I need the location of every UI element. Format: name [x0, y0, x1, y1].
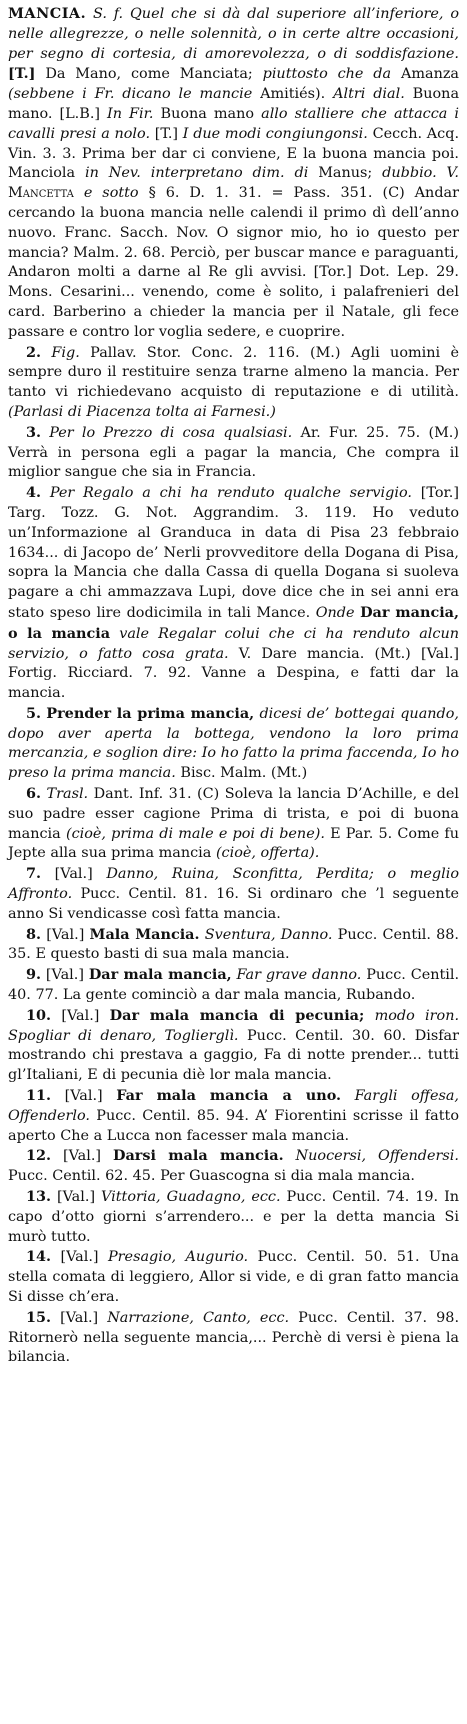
ref-mark: [T.]	[8, 65, 36, 83]
sense-label: Trasl.	[46, 786, 89, 803]
citation-text: Pucc. Centil. 50. 51. Una stella comata di leggiero, Allor si vide, e di gran fatto mancia Si disse ch’era.	[8, 1249, 460, 1305]
sense-label: Per lo Prezzo di cosa qualsiasi.	[49, 424, 293, 441]
sense-italic: Sventura, Danno.	[204, 926, 333, 943]
sense-number: 14.	[26, 1248, 52, 1266]
sense-10	[8, 1006, 459, 1086]
sense-2	[8, 343, 459, 423]
sense-5	[8, 704, 459, 784]
citation-text: Cecch. Acq. Vin. 3. 3. Prima ber dar ci conviene, E la buona mancia poi. Manciola	[8, 125, 460, 182]
sense-italic: modo iron. Spogliar di denaro, Toglierglì.	[8, 1007, 460, 1044]
entry-main	[8, 4, 459, 343]
citation-text: Dant. Inf. 31. (C) Soleva la lancia D’Achille, e del suo padre esser cagione Prima di trista, e poi di buona mancia	[8, 786, 459, 842]
etym-text: [T.]	[154, 125, 179, 142]
ref-mark: [Val.]	[57, 1189, 96, 1206]
sense-italic: Narrazione, Canto, ecc.	[107, 1309, 290, 1326]
sense-number: 13.	[26, 1188, 52, 1206]
citation-text: E Par. 5. Come fu Jepte alla sua prima mancia	[8, 825, 460, 862]
headword: MANCIA.	[8, 5, 87, 22]
ref-mark: [Val.]	[64, 1088, 103, 1105]
phrase: Prender la prima mancia,	[46, 704, 255, 722]
sense-13	[8, 1187, 459, 1247]
sense-14	[8, 1247, 459, 1307]
etym-text: Buona mano. [L.B.]	[8, 86, 460, 122]
citation-text: Pucc. Centil. 74. 19. In capo d’otto giorni s’arrendero... e per la detta mancia Si murò tutto.	[8, 1189, 460, 1245]
phrase: Far mala mancia a uno.	[116, 1087, 342, 1105]
sense-number: 2.	[26, 343, 42, 361]
sense-italic: Nuocersi, Offendersi.	[295, 1148, 459, 1165]
citation-text: Pucc. Centil. 85. 94. A’ Fiorentini scrisse il fatto aperto Che a Lucca non facesser mala mancia.	[8, 1107, 459, 1144]
etym-text: Amanza	[400, 66, 460, 83]
phrase: Darsi mala mancia.	[112, 1147, 284, 1165]
sense-note: (Parlasi di Piacenza tolta ai Farnesi.)	[8, 403, 276, 420]
etym-text: Amitiés).	[260, 86, 326, 103]
sense-note: (cioè, offerta).	[215, 845, 320, 862]
phrase: Mala Mancia.	[89, 925, 200, 943]
sense-italic: vale Regalar colui che ci ha renduto alcun servizio, o fatto cosa grata.	[8, 625, 459, 662]
citation-text: Pucc. Centil. 40. 77. La gente cominciò a dar mala mancia, Rubando.	[8, 967, 460, 1004]
citation-text: Ar. Fur. 25. 75. (M.) Verrà in persona egli a pagar la mancia, Che compra il miglior sangue che sia in Francia.	[8, 424, 459, 481]
main-definition: Quel che si dà dal superiore all’inferiore, o nelle allegrezze, o nelle solennità, o in certe altre occasioni, per segno di cortesia, di amorevolezza, o di soddisfazione.	[8, 6, 459, 62]
part-of-speech: S. f.	[92, 6, 124, 22]
sense-7	[8, 864, 459, 924]
sense-11	[8, 1086, 459, 1146]
citation-text: [Tor.] Targ. Tozz. G. Not. Aggrandim. 3. 119. Ho veduto un’Informazione al Granduca in data di Pisa 23 febbraio 1634... di Jacopo de’ Nerli provveditore della Dogana di Pisa, sopra la Mancia che dalla Cassa di quella Dogana si suoleva pagare a chi ammazzava Lupi, dove dice che in sei anni era stato speso lire dodicimila in tali Mance.	[8, 485, 459, 621]
sense-number: 15.	[26, 1308, 52, 1326]
sense-note: (cioè, prima di male e poi di bene).	[65, 825, 325, 842]
ref-mark: [Val.]	[60, 1309, 99, 1326]
ref-mark: [Val.]	[45, 967, 84, 984]
phrase: Dar mala mancia di pecunia;	[109, 1006, 365, 1024]
etym-italic: (sebbene i Fr. dicano le mancie	[8, 86, 253, 103]
etym-italic: in Nev. interpretano dim. di	[84, 165, 309, 182]
sense-italic: Onde	[315, 604, 355, 621]
sense-15	[8, 1308, 459, 1368]
etym-italic: allo stalliere che attacca i cavalli presi a nolo.	[8, 105, 459, 142]
sense-12	[8, 1146, 459, 1187]
etym-italic: In Fir.	[107, 105, 154, 122]
sense-number: 6.	[26, 785, 42, 803]
etym-italic: Altri dial.	[333, 86, 405, 103]
sense-number: 3.	[26, 423, 42, 441]
citation-text: Pucc. Centil. 62. 45. Per Guascogna si dia mala mancia.	[8, 1168, 415, 1185]
sense-number: 11.	[26, 1087, 52, 1105]
sense-italic: Danno, Ruina, Sconfitta, Perdita; o meglio Affronto.	[8, 866, 459, 903]
sense-label: Per Regalo a chi ha renduto qualche servigio.	[49, 485, 412, 502]
sense-italic: Far grave danno.	[236, 967, 362, 984]
sense-6	[8, 784, 459, 864]
citation-text: Pucc. Centil. 30. 60. Disfar mostrando chi prestava a gaggio, Fa di notte prender... tutti gl’Italiani, E di pecunia diè lor mala mancia.	[8, 1027, 459, 1084]
sense-italic: Presagio, Augurio.	[107, 1249, 249, 1266]
ref-mark: [Val.]	[61, 1007, 100, 1024]
sense-8	[8, 925, 459, 966]
citation-text: Bisc. Malm. (Mt.)	[180, 765, 308, 782]
phrase: Dar mala mancia,	[88, 966, 232, 984]
etym-text: Buona mano	[160, 105, 255, 122]
sense-3	[8, 423, 459, 483]
citation-text: Pucc. Centil. 37. 98. Ritornerò nella seguente mancia,... Perchè di versi è piena la bilancia.	[8, 1309, 460, 1366]
sense-number: 8.	[26, 925, 42, 943]
sense-italic: Vittoria, Guadagno, ecc.	[101, 1189, 281, 1206]
sense-number: 9.	[26, 966, 42, 984]
citation-text: Pucc. Centil. 81. 16. Si ordinaro che ’l seguente anno Si vendicasse così fatta mancia.	[8, 886, 459, 922]
ref-mark: [Val.]	[54, 866, 93, 883]
sense-number: 12.	[26, 1147, 52, 1165]
phrase: Dar mancia, o la mancia	[8, 603, 460, 642]
sense-9	[8, 965, 459, 1006]
cross-ref: V. Dare mancia. (Mt.)	[238, 645, 411, 662]
citation-text: Pallav. Stor. Conc. 2. 116. (M.) Agli uomini è sempre duro il restituire senza trarne almeno la mancia. Per tanto vi richiedevano acquisto di reputazione e di utilità.	[8, 344, 459, 401]
sense-number: 10.	[26, 1006, 52, 1024]
etym-text: Manus;	[318, 165, 373, 182]
sense-italic: dicesi de’ bottegai quando, dopo aver aperta la bottega, vendono la loro prima mercanzia, e soglion dire: Io ho fatto la prima faccenda, Io ho preso la prima mancia.	[8, 705, 459, 782]
sense-italic: Fargli offesa, Offenderlo.	[8, 1088, 459, 1124]
citation-text: [Val.] Fortig. Ricciard. 7. 92. Vanne a Despina, e fatti dar la mancia.	[8, 645, 460, 702]
ref-mark: [Val.]	[60, 1249, 99, 1266]
cross-ref: Mancetta	[8, 185, 74, 202]
etym-italic: dubbio. V.	[382, 165, 459, 182]
ref-mark: [Val.]	[46, 926, 85, 943]
sense-number: 5.	[26, 704, 42, 722]
citation-text: § 6. D. 1. 31. = Pass. 351. (C) Andar cercando la buona mancia nelle calendi il primo dì dell’anno nuovo. Franc. Sacch. Nov. O signor mio, ho io questo per mancia? Malm. 2. 68. Perciò, per buscar mance e paraguanti, Andaron molti a darne al Re gli avvisi. [Tor.] Dot. Lep. 29. Mons. Cesarini... venendo, come è solito, i palafrenieri del card. Barberino a chieder la mancia per il Natale, gli fece passare e contro lor voglia sedere, e cuoprire.	[8, 185, 459, 340]
etym-italic: e sotto	[83, 185, 139, 202]
sense-number: 7.	[26, 865, 42, 883]
ref-mark: [Val.]	[62, 1148, 102, 1165]
sense-label: Fig.	[51, 344, 80, 361]
sense-number: 4.	[26, 484, 42, 502]
sense-4	[8, 483, 459, 704]
citation-text: Pucc. Centil. 88. 35. E questo basti di sua mala mancia.	[8, 926, 459, 963]
etym-italic: I due modi congiungonsi.	[182, 125, 368, 142]
etym-italic: piuttosto che da	[262, 66, 392, 83]
etym-text: Da Mano, come Manciata;	[45, 66, 253, 83]
